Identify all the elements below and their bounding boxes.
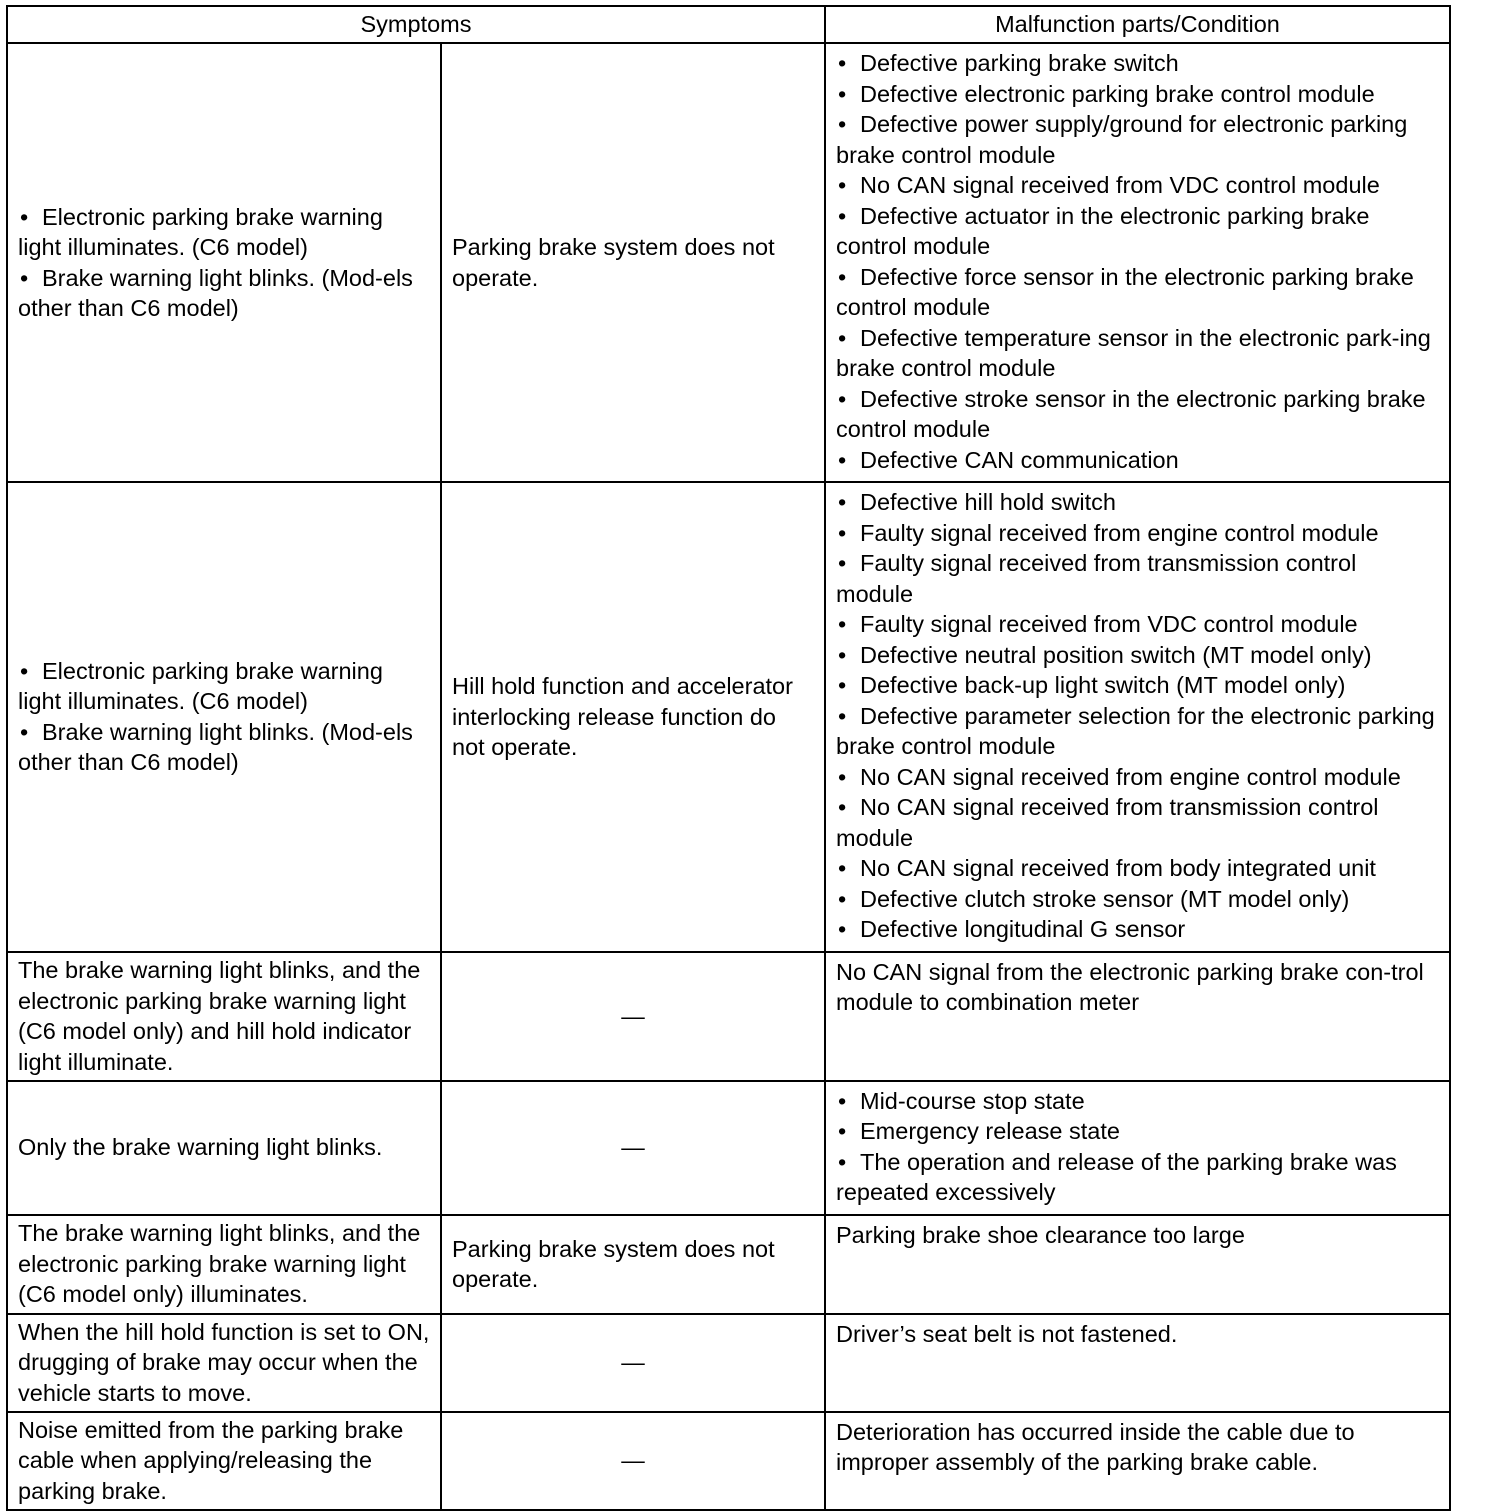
bullet-icon: •	[838, 1118, 847, 1144]
cause-list-cell	[825, 43, 1450, 482]
bullet-icon: •	[838, 385, 847, 412]
cause-item: • Defective parking brake switch	[836, 48, 1439, 79]
bullet-icon: •	[838, 611, 847, 637]
cause-item: • Mid-course stop state	[836, 1086, 1439, 1117]
bullet-icon: •	[838, 763, 847, 790]
symptom-cell: The brake warning light blinks, and the electronic parking brake warning light (C6 model only) and hill hold indicator light illuminate.	[7, 952, 441, 1081]
table-row	[7, 952, 1450, 1081]
cause-list-cell	[825, 482, 1450, 952]
cause-item: • Faulty signal received from engine control module	[836, 518, 1439, 549]
cause-item: • Defective CAN communication	[836, 445, 1439, 476]
cause-item: • No CAN signal received from VDC control module	[836, 170, 1439, 201]
symptom-item: • Brake warning light blinks. (Mod-els other than C6 model)	[18, 264, 413, 321]
symptom-item: • Brake warning light blinks. (Mod-els other than C6 model)	[18, 718, 413, 776]
operation-state-cell: —	[441, 1081, 825, 1215]
bullet-icon: •	[20, 264, 29, 291]
bullet-icon: •	[838, 324, 847, 351]
cause-item: • Defective back-up light switch (MT model only)	[836, 670, 1439, 701]
table-row	[7, 1314, 1450, 1412]
cause-item: • No CAN signal received from body integrated unit	[836, 853, 1439, 884]
operation-state-cell: —	[441, 1314, 825, 1412]
cause-item: • The operation and release of the parking brake was repeated excessively	[836, 1148, 1397, 1205]
bullet-icon: •	[838, 50, 847, 76]
bullet-icon: •	[20, 718, 29, 745]
table-row	[7, 482, 1450, 952]
symptom-cell: Only the brake warning light blinks.	[7, 1081, 441, 1215]
bullet-icon: •	[838, 80, 847, 107]
cause-cell: Parking brake shoe clearance too large	[825, 1215, 1450, 1314]
cause-item: • Defective parameter selection for the electronic parking brake control module	[836, 702, 1435, 759]
cause-item: • Defective clutch stroke sensor (MT model only)	[836, 884, 1439, 915]
bullet-icon: •	[838, 855, 847, 881]
operation-state-cell: —	[441, 1412, 825, 1510]
symptom-cell: When the hill hold function is set to ON, drugging of brake may occur when the vehicle starts to move.	[7, 1314, 441, 1412]
cause-item: • Defective hill hold switch	[836, 487, 1439, 518]
cause-item: • Defective electronic parking brake control module	[836, 79, 1439, 110]
cause-item: • Defective power supply/ground for electronic parking brake control module	[836, 111, 1408, 168]
bullet-icon: •	[838, 446, 847, 473]
bullet-icon: •	[838, 172, 847, 198]
bullet-icon: •	[838, 916, 847, 942]
operation-state-cell: Parking brake system does not operate.	[441, 1215, 825, 1314]
bullet-icon: •	[838, 550, 847, 576]
table-row	[7, 1412, 1450, 1510]
cause-item: • Emergency release state	[836, 1116, 1439, 1147]
table-row	[7, 1215, 1450, 1314]
symptoms-header: Symptoms	[7, 6, 825, 43]
bullet-icon: •	[838, 1087, 847, 1114]
operation-state-cell: Hill hold function and accelerator interlocking release function do not operate.	[441, 482, 825, 952]
bullet-icon: •	[838, 519, 847, 546]
cause-item: • Defective temperature sensor in the electronic park-ing brake control module	[836, 324, 1431, 381]
symptom-cell	[7, 482, 441, 952]
bullet-icon: •	[838, 489, 847, 515]
cause-cell: No CAN signal from the electronic parking brake con-trol module to combination meter	[825, 952, 1450, 1081]
malfunction-header: Malfunction parts/Condition	[825, 6, 1450, 43]
bullet-icon: •	[838, 672, 847, 698]
cause-item: • Defective actuator in the electronic parking brake control module	[836, 202, 1370, 259]
bullet-icon: •	[838, 202, 847, 229]
symptom-cell	[7, 43, 441, 482]
cause-item: • Defective longitudinal G sensor	[836, 914, 1439, 945]
table-header-row	[7, 6, 1450, 43]
operation-state-cell: Parking brake system does not operate.	[441, 43, 825, 482]
cause-item: • No CAN signal received from transmission control module	[836, 794, 1379, 851]
cause-item: • Defective neutral position switch (MT model only)	[836, 640, 1439, 671]
bullet-icon: •	[838, 702, 847, 729]
operation-state-cell: —	[441, 952, 825, 1081]
bullet-icon: •	[838, 885, 847, 912]
cause-item: • Defective force sensor in the electronic parking brake control module	[836, 263, 1414, 320]
bullet-icon: •	[838, 641, 847, 668]
symptom-item: • Electronic parking brake warning light illuminates. (C6 model)	[18, 657, 383, 715]
cause-cell: Driver’s seat belt is not fastened.	[825, 1314, 1450, 1412]
cause-cell: Deterioration has occurred inside the cable due to improper assembly of the parking brake cable.	[825, 1412, 1450, 1510]
bullet-icon: •	[838, 794, 847, 820]
cause-item: • Defective stroke sensor in the electronic parking brake control module	[836, 385, 1426, 442]
bullet-icon: •	[838, 111, 847, 137]
table-row	[7, 1081, 1450, 1215]
symptom-diagnosis-table	[6, 5, 1451, 1511]
symptom-item: • Electronic parking brake warning light illuminates. (C6 model)	[18, 203, 383, 260]
cause-item: • Faulty signal received from VDC control module	[836, 609, 1439, 640]
cause-item: • No CAN signal received from engine control module	[836, 762, 1439, 793]
cause-item: • Faulty signal received from transmission control module	[836, 550, 1357, 607]
bullet-icon: •	[20, 657, 29, 684]
bullet-icon: •	[838, 1148, 847, 1175]
symptom-cell: The brake warning light blinks, and the electronic parking brake warning light (C6 model only) illuminates.	[7, 1215, 441, 1314]
cause-list-cell	[825, 1081, 1450, 1215]
table-row	[7, 43, 1450, 482]
bullet-icon: •	[20, 203, 29, 230]
symptom-cell: Noise emitted from the parking brake cable when applying/releasing the parking brake.	[7, 1412, 441, 1510]
bullet-icon: •	[838, 263, 847, 290]
